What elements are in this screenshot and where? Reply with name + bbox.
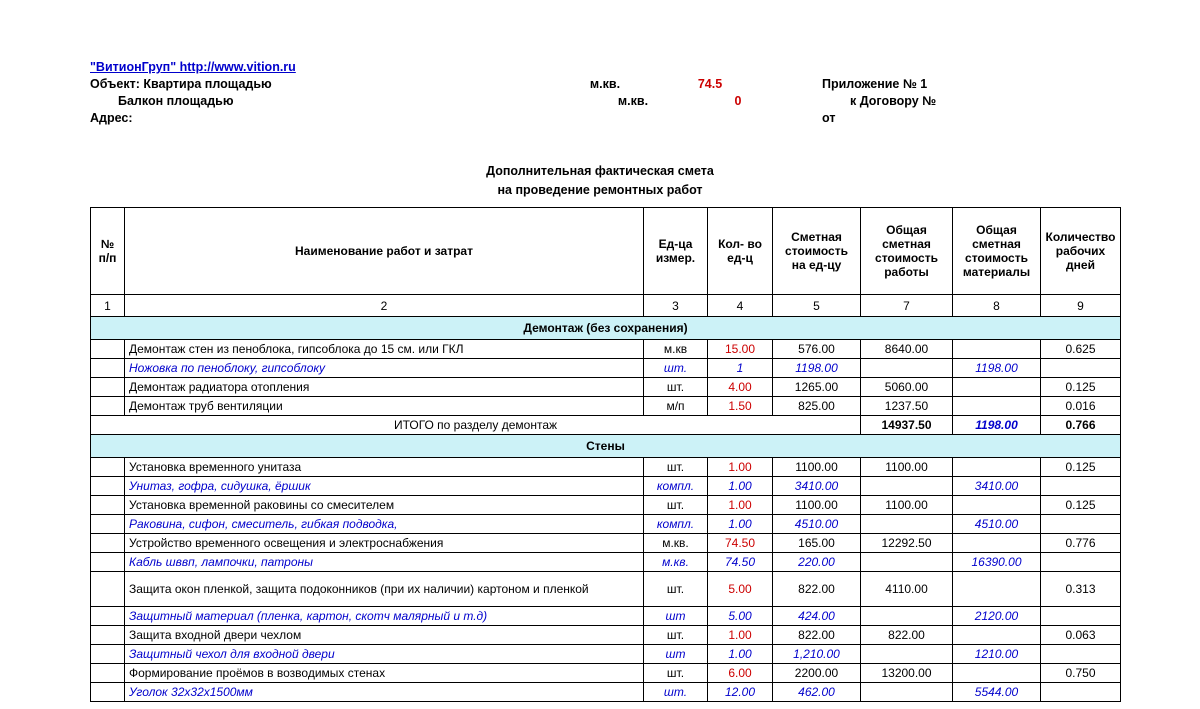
cell-days: 0.625 — [1041, 340, 1121, 359]
cell-price: 1100.00 — [773, 458, 861, 477]
cell-num — [91, 359, 125, 378]
cell-unit: м.кв. — [644, 534, 708, 553]
cell-unit: шт. — [644, 626, 708, 645]
cell-works: 8640.00 — [861, 340, 953, 359]
cell-materials — [953, 664, 1041, 683]
cell-unit: м.кв. — [644, 553, 708, 572]
cell-qty: 1.00 — [708, 626, 773, 645]
table-row — [91, 572, 1121, 607]
table-row — [91, 458, 1121, 477]
cell-days: 0.063 — [1041, 626, 1121, 645]
balcony-area-unit: м.кв. — [617, 94, 649, 108]
cell-unit: шт. — [644, 496, 708, 515]
cell-days — [1041, 645, 1121, 664]
table-row — [91, 359, 1121, 378]
cell-days: 0.750 — [1041, 664, 1121, 683]
table-column-numbers-row — [91, 295, 1121, 317]
table-body — [91, 317, 1121, 702]
table-row — [91, 553, 1121, 572]
cell-unit: шт. — [644, 683, 708, 702]
cell-works — [861, 477, 953, 496]
total-days: 0.766 — [1041, 416, 1121, 435]
colnum-9: 9 — [1041, 295, 1121, 317]
document-title-line1: Дополнительная фактическая смета — [486, 164, 714, 178]
cell-num — [91, 553, 125, 572]
header-price-per-unit: Сметная стоимость на ед-цу — [773, 208, 861, 295]
cell-materials: 5544.00 — [953, 683, 1041, 702]
cell-qty: 1.00 — [708, 496, 773, 515]
cell-num — [91, 340, 125, 359]
cell-materials — [953, 496, 1041, 515]
table-row — [91, 397, 1121, 416]
object-area-value: 74.5 — [697, 77, 723, 91]
appendix-label: Приложение № 1 — [822, 77, 928, 91]
cell-materials: 4510.00 — [953, 515, 1041, 534]
cell-qty: 12.00 — [708, 683, 773, 702]
cell-price: 3410.00 — [773, 477, 861, 496]
cell-materials — [953, 534, 1041, 553]
header-unit: Ед-ца измер. — [644, 208, 708, 295]
cell-price: 220.00 — [773, 553, 861, 572]
cell-name: Защита входной двери чехлом — [125, 626, 644, 645]
document-header — [90, 60, 1130, 125]
cell-name: Формирование проёмов в возводимых стенах — [125, 664, 644, 683]
header-work-days: Количество рабочих дней — [1041, 208, 1121, 295]
cell-price: 4510.00 — [773, 515, 861, 534]
cell-days: 0.125 — [1041, 496, 1121, 515]
cell-materials: 16390.00 — [953, 553, 1041, 572]
colnum-3: 3 — [644, 295, 708, 317]
table-total-row — [91, 416, 1121, 435]
cell-days — [1041, 477, 1121, 496]
header-num: № п/п — [91, 208, 125, 295]
table-row — [91, 664, 1121, 683]
cell-qty: 1.00 — [708, 645, 773, 664]
cell-works: 1100.00 — [861, 496, 953, 515]
total-name: ИТОГО по разделу демонтаж — [91, 416, 861, 435]
colnum-5: 5 — [773, 295, 861, 317]
cell-qty: 1.00 — [708, 458, 773, 477]
cell-unit: компл. — [644, 477, 708, 496]
cell-days — [1041, 607, 1121, 626]
cell-qty: 74.50 — [708, 534, 773, 553]
section-label: Стены — [91, 435, 1121, 458]
colnum-1: 1 — [91, 295, 125, 317]
colnum-2: 2 — [125, 295, 644, 317]
cell-unit: м.кв — [644, 340, 708, 359]
cell-days: 0.125 — [1041, 458, 1121, 477]
cell-price: 462.00 — [773, 683, 861, 702]
cell-unit: шт — [644, 607, 708, 626]
cell-qty: 5.00 — [708, 572, 773, 607]
cell-name: Защитный чехол для входной двери — [125, 645, 644, 664]
cell-num — [91, 572, 125, 607]
cell-materials — [953, 340, 1041, 359]
cell-num — [91, 645, 125, 664]
cell-num — [91, 626, 125, 645]
cell-price: 822.00 — [773, 572, 861, 607]
cell-works: 13200.00 — [861, 664, 953, 683]
table-section-row — [91, 317, 1121, 340]
object-area-row — [90, 77, 1130, 91]
cell-days — [1041, 553, 1121, 572]
cell-name: Демонтаж труб вентиляции — [125, 397, 644, 416]
cell-unit: шт. — [644, 664, 708, 683]
cell-days — [1041, 515, 1121, 534]
cell-works — [861, 553, 953, 572]
cell-unit: шт. — [644, 572, 708, 607]
cell-name: Раковина, сифон, смеситель, гибкая подводка, — [125, 515, 644, 534]
cell-num — [91, 683, 125, 702]
cell-materials — [953, 572, 1041, 607]
cell-qty: 5.00 — [708, 607, 773, 626]
balcony-area-value: 0 — [734, 94, 742, 108]
table-row — [91, 477, 1121, 496]
cell-days — [1041, 683, 1121, 702]
address-label: Адрес: — [90, 111, 133, 125]
cell-works: 822.00 — [861, 626, 953, 645]
table-header — [91, 208, 1121, 317]
cell-num — [91, 477, 125, 496]
cell-materials: 1210.00 — [953, 645, 1041, 664]
cell-qty: 1 — [708, 359, 773, 378]
cell-unit: шт — [644, 645, 708, 664]
cell-price: 825.00 — [773, 397, 861, 416]
table-header-row — [91, 208, 1121, 295]
cell-materials — [953, 397, 1041, 416]
cell-qty: 74.50 — [708, 553, 773, 572]
cell-price: 165.00 — [773, 534, 861, 553]
cell-unit: шт. — [644, 359, 708, 378]
cell-qty: 1.00 — [708, 515, 773, 534]
cell-materials: 3410.00 — [953, 477, 1041, 496]
cell-days — [1041, 359, 1121, 378]
cell-unit: шт. — [644, 378, 708, 397]
cell-qty: 6.00 — [708, 664, 773, 683]
cell-materials — [953, 458, 1041, 477]
cell-price: 576.00 — [773, 340, 861, 359]
table-row — [91, 496, 1121, 515]
cell-num — [91, 515, 125, 534]
cell-num — [91, 458, 125, 477]
table-row — [91, 378, 1121, 397]
cell-num — [91, 534, 125, 553]
cell-works: 4110.00 — [861, 572, 953, 607]
cell-works: 1100.00 — [861, 458, 953, 477]
cell-price: 822.00 — [773, 626, 861, 645]
table-section-row — [91, 435, 1121, 458]
cell-days: 0.016 — [1041, 397, 1121, 416]
cell-name: Устройство временного освещения и электроснабжения — [125, 534, 644, 553]
table-row — [91, 626, 1121, 645]
table-row — [91, 645, 1121, 664]
cell-name: Уголок 32х32х1500мм — [125, 683, 644, 702]
document-title-line2: на проведение ремонтных работ — [497, 183, 703, 197]
cell-qty: 4.00 — [708, 378, 773, 397]
header-total-materials: Общая сметная стоимость материалы — [953, 208, 1041, 295]
address-row — [90, 111, 1130, 125]
cell-name: Демонтаж радиатора отопления — [125, 378, 644, 397]
cell-name: Унитаз, гофра, сидушка, ёршик — [125, 477, 644, 496]
cell-materials: 1198.00 — [953, 359, 1041, 378]
header-total-works: Общая сметная стоимость работы — [861, 208, 953, 295]
cell-qty: 15.00 — [708, 340, 773, 359]
cell-qty: 1.00 — [708, 477, 773, 496]
cell-num — [91, 397, 125, 416]
total-works: 14937.50 — [861, 416, 953, 435]
cell-name: Защитный материал (пленка, картон, скотч малярный и т.д) — [125, 607, 644, 626]
cell-works — [861, 607, 953, 626]
cell-works: 1237.50 — [861, 397, 953, 416]
cell-materials — [953, 626, 1041, 645]
header-qty: Кол- во ед-ц — [708, 208, 773, 295]
table-row — [91, 607, 1121, 626]
cell-days: 0.125 — [1041, 378, 1121, 397]
cell-price: 1100.00 — [773, 496, 861, 515]
contract-date-label: от — [822, 111, 836, 125]
table-row — [91, 534, 1121, 553]
cell-num — [91, 664, 125, 683]
cell-materials: 2120.00 — [953, 607, 1041, 626]
cell-unit: компл. — [644, 515, 708, 534]
cell-name: Кабль шввп, лампочки, патроны — [125, 553, 644, 572]
cell-works: 5060.00 — [861, 378, 953, 397]
total-materials: 1198.00 — [953, 416, 1041, 435]
cell-name: Установка временной раковины со смесителем — [125, 496, 644, 515]
cell-name: Защита окон пленкой, защита подоконников (при их наличии) картоном и пленкой — [125, 572, 644, 607]
cell-price: 1265.00 — [773, 378, 861, 397]
company-website-link[interactable]: "ВитионГруп" http://www.vition.ru — [90, 60, 296, 74]
object-area-unit: м.кв. — [589, 77, 621, 91]
cell-price: 2200.00 — [773, 664, 861, 683]
cell-days: 0.313 — [1041, 572, 1121, 607]
cell-name: Демонтаж стен из пеноблока, гипсоблока до 15 см. или ГКЛ — [125, 340, 644, 359]
colnum-7: 7 — [861, 295, 953, 317]
header-name: Наименование работ и затрат — [125, 208, 644, 295]
cell-works: 12292.50 — [861, 534, 953, 553]
colnum-8: 8 — [953, 295, 1041, 317]
cell-num — [91, 378, 125, 397]
cell-unit: м/п — [644, 397, 708, 416]
cell-price: 1,210.00 — [773, 645, 861, 664]
cell-works — [861, 359, 953, 378]
cell-price: 1198.00 — [773, 359, 861, 378]
cell-num — [91, 496, 125, 515]
cell-num — [91, 607, 125, 626]
contract-label: к Договору № — [850, 94, 937, 108]
cell-works — [861, 515, 953, 534]
table-row — [91, 340, 1121, 359]
cell-price: 424.00 — [773, 607, 861, 626]
cell-qty: 1.50 — [708, 397, 773, 416]
balcony-area-row — [90, 94, 1130, 108]
cell-works — [861, 645, 953, 664]
cell-name: Ножовка по пеноблоку, гипсоблоку — [125, 359, 644, 378]
cell-unit: шт. — [644, 458, 708, 477]
document-title — [0, 162, 1200, 200]
colnum-4: 4 — [708, 295, 773, 317]
table-row — [91, 515, 1121, 534]
cell-materials — [953, 378, 1041, 397]
cell-works — [861, 683, 953, 702]
cell-name: Установка временного унитаза — [125, 458, 644, 477]
balcony-area-label: Балкон площадью — [118, 94, 234, 108]
table-row — [91, 683, 1121, 702]
cell-days: 0.776 — [1041, 534, 1121, 553]
section-label: Демонтаж (без сохранения) — [91, 317, 1121, 340]
estimate-table — [90, 207, 1121, 702]
object-area-label: Объект: Квартира площадью — [90, 77, 272, 91]
